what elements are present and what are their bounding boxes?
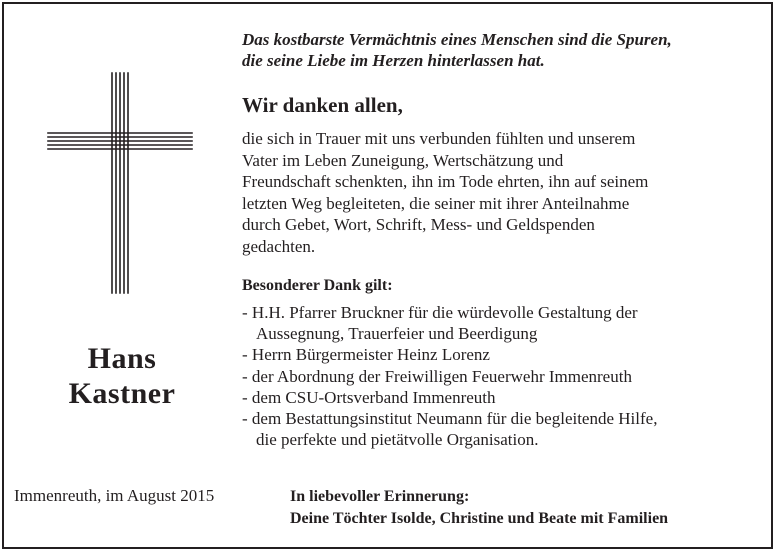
- list-item: [242, 408, 657, 450]
- list-item-continuation: Aussegnung, Trauerfeier und Beerdigung: [256, 324, 538, 344]
- thanks-paragraph: [242, 128, 648, 258]
- list-item: [242, 387, 657, 408]
- family-signoff: [290, 486, 668, 530]
- thanks-line: gedachten.: [242, 236, 316, 256]
- list-item: [242, 366, 657, 387]
- special-thanks-heading: Besonderer Dank gilt:: [242, 277, 393, 294]
- thanks-line: letzten Weg begleiteten, die seiner mit ihrer Anteilnahme: [242, 193, 630, 213]
- cross-icon: [46, 70, 196, 301]
- thanks-line: durch Gebet, Wort, Schrift, Mess- und Geldspenden: [242, 215, 595, 235]
- signoff-line-1: In liebevoller Erinnerung:: [290, 488, 470, 505]
- list-item-text: - der Abordnung der Freiwilligen Feuerwehr Immenreuth: [242, 366, 632, 386]
- thanks-line: Vater im Leben Zuneigung, Wertschätzung und: [242, 150, 564, 170]
- thanks-line: Freundschaft schenkten, ihn im Tode ehrten, ihn auf seinem: [242, 172, 649, 192]
- thanks-heading: Wir danken allen,: [242, 93, 403, 117]
- place-and-date: Immenreuth, im August 2015: [14, 486, 215, 505]
- special-thanks-list: [242, 302, 657, 450]
- motto-line-2: die seine Liebe im Herzen hinterlassen hat.: [242, 51, 545, 70]
- list-item-text: - dem Bestattungsinstitut Neumann für die begleitende Hilfe,: [242, 409, 658, 429]
- list-item: [242, 302, 657, 344]
- memorial-motto: [242, 29, 672, 71]
- thanks-line: die sich in Trauer mit uns verbunden fühlten und unserem: [242, 129, 636, 148]
- list-item-text: - Herrn Bürgermeister Heinz Lorenz: [242, 345, 490, 365]
- list-item: [242, 344, 657, 365]
- motto-line-1: Das kostbarste Vermächtnis eines Menschen sind die Spuren,: [242, 30, 672, 49]
- signoff-line-2: Deine Töchter Isolde, Christine und Beate mit Familien: [290, 510, 669, 527]
- deceased-name: [62, 341, 182, 411]
- list-item-text: - H.H. Pfarrer Bruckner für die würdevolle Gestaltung der: [242, 303, 638, 322]
- first-name: Hans: [87, 342, 157, 375]
- list-item-continuation: die perfekte und pietätvolle Organisation.: [256, 430, 539, 450]
- last-name: Kastner: [68, 377, 176, 410]
- list-item-text: - dem CSU-Ortsverband Immenreuth: [242, 387, 496, 407]
